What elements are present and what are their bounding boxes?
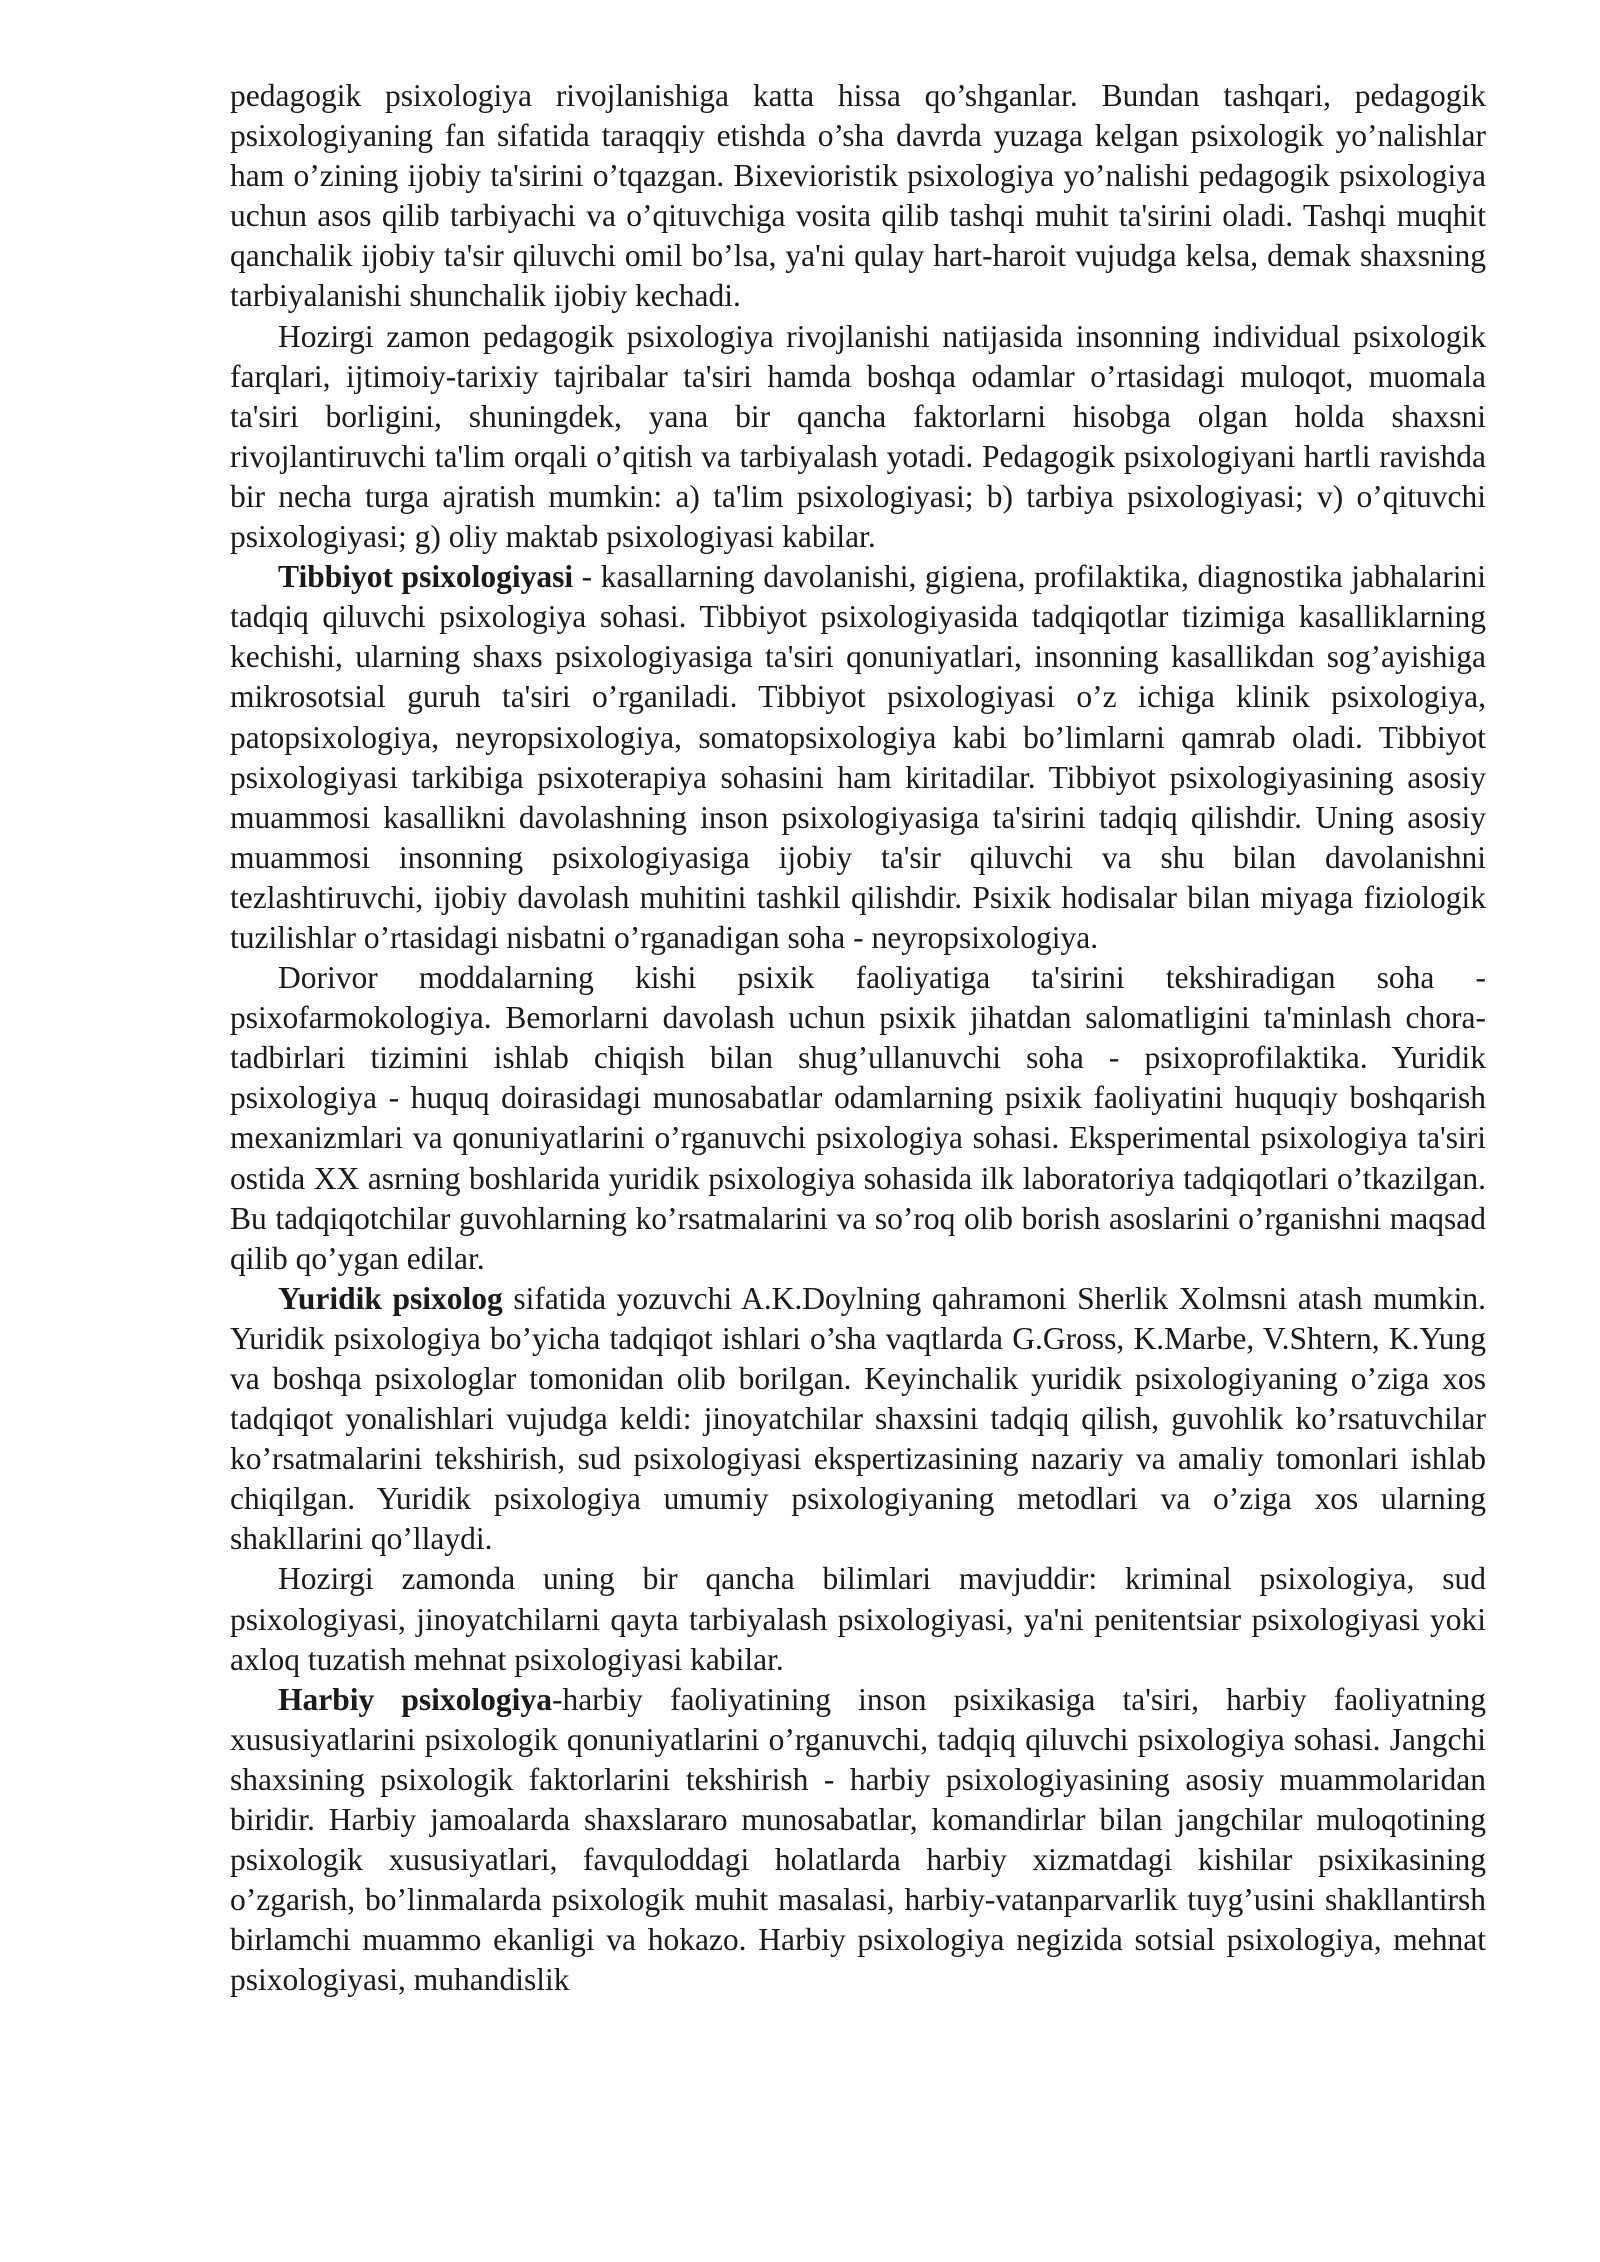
bold-term: Tibbiyot psixologiyasi [278,559,574,595]
document-page [230,76,1486,2001]
paragraph-dorivor [230,958,1486,1279]
paragraph-text: Hozirgi zamon pedagogik psixologiya rivojlanishi natijasida insonning individual psixologik farqlari, ijtimoiy-tarixiy tajribalar ta'siri hamda boshqa odamlar o’rtasidagi muloqot, muomala ta'siri borligini, shuningdek, yana bir qancha faktorlarni hisobga olgan holda shaxsni rivojlantiruvchi ta'lim orqali o’qitish va tarbiyalash yotadi. Pedagogik psixologiyani hartli ravishda bir necha turga ajratish mumkin: a) ta'lim psixologiyasi; b) tarbiya psixologiyasi; v) o’qituvchi psixologiyasi; g) oliy maktab psixologiyasi kabilar. [230,318,1486,555]
bold-term: Harbiy psixologiya [278,1681,552,1717]
paragraph-text: Hozirgi zamonda uning bir qancha bilimlari mavjuddir: kriminal psixologiya, sud psixologiyasi, jinoyatchilarni qayta tarbiyalash psixologiyasi, ya'ni penitentsiar psixologiyasi yoki axloq tuzatish mehnat psixologiyasi kabilar. [230,1561,1486,1677]
bold-term: Yuridik psixolog [278,1280,503,1316]
paragraph-yuridik [230,1279,1486,1560]
paragraph-text: -harbiy faoliyatining inson psixikasiga ta'siri, harbiy faoliyatning xususiyatlarini psixologik qonuniyatlarini o’rganuvchi, tadqiq qiluvchi psixologiya sohasi. Jangchi shaxsining psixologik faktorlarini tekshirish - harbiy psixologiyasining asosiy muammolaridan biridir. Harbiy jamoalarda shaxslararo munosabatlar, komandirlar bilan jangchilar muloqotining psixologik xususiyatlari, favquloddagi holatlarda harbiy xizmatdagi kishilar psixikasining o’zgarish, bo’linmalarda psixologik muhit masalasi, harbiy-vatanparvarlik tuyg’usini shakllantirsh birlamchi muammo ekanligi va hokazo. Harbiy psixologiya negizida sotsial psixologiya, mehnat psixologiyasi, muhandislik [230,1681,1486,1998]
paragraph-tibbiyot [230,557,1486,958]
paragraph-text: - kasallarning davolanishi, gigiena, profilaktika, diagnostika jabhalarini tadqiq qiluvchi psixologiya sohasi. Tibbiyot psixologiyasida tadqiqotlar tizimiga kasalliklarning kechishi, ularning shaxs psixologiyasiga ta'siri qonuniyatlari, insonning kasallikdan sog’ayishiga mikrosotsial guruh ta'siri o’rganiladi. Tibbiyot psixologiyasi o’z ichiga klinik psixologiya, patopsixologiya, neyropsixologiya, somatopsixologiya kabi bo’limlarni qamrab oladi. Tibbiyot psixologiyasi tarkibiga psixoterapiya sohasini ham kiritadilar. Tibbiyot psixologiyasining asosiy muammosi kasallikni davolashning inson psixologiyasiga ta'sirini tadqiq qilishdir. Uning asosiy muammosi insonning psixologiyasiga ijobiy ta'sir qiluvchi va shu bilan davolanishni tezlashtiruvchi, ijobiy davolash muhitini tashkil qilishdir. Psixik hodisalar bilan miyaga fiziologik tuzilishlar o’rtasidagi nisbatni o’rganadigan soha - neyropsixologiya. [230,559,1486,955]
paragraph-text: Dorivor moddalarning kishi psixik faoliyatiga ta'sirini tekshiradigan soha - psixofarmokologiya. Bemorlarni davolash uchun psixik jihatdan salomatligini ta'minlash chora-tadbirlari tizimini ishlab chiqish bilan shug’ullanuvchi soha - psixoprofilaktika. Yuridik psixologiya - huquq doirasidagi munosabatlar odamlarning psixik faoliyatini huquqiy boshqarish mexanizmlari va qonuniyatlarini o’rganuvchi psixologiya sohasi. Eksperimental psixologiya ta'siri ostida XX asrning boshlarida yuridik psixologiya sohasida ilk laboratoriya tadqiqotlari o’tkazilgan. Bu tadqiqotchilar guvohlarning ko’rsatmalarini va so’roq olib borish asoslarini o’rganishni maqsad qilib qo’ygan edilar. [230,960,1486,1276]
paragraph-hozirgi-zamonda [230,1559,1486,1679]
paragraph-pedagogik-continuation [230,76,1486,317]
paragraph-text: sifatida yozuvchi A.K.Doylning qahramoni Sherlik Xolmsni atash mumkin. Yuridik psixologiya bo’yicha tadqiqot ishlari o’sha vaqtlarda G.Gross, K.Marbe, V.Shtern, K.Yung va boshqa psixologlar tomonidan olib borilgan. Keyinchalik yuridik psixologiyaning o’ziga xos tadqiqot yonalishlari vujudga keldi: jinoyatchilar shaxsini tadqiq qilish, guvohlik ko’rsatuvchilar ko’rsatmalarini tekshirish, sud psixologiyasi ekspertizasining nazariy va amaliy tomonlari ishlab chiqilgan. Yuridik psixologiya umumiy psixologiyaning metodlari va o’ziga xos ularning shakllarini qo’llaydi. [230,1280,1486,1557]
paragraph-harbiy [230,1680,1486,2001]
paragraph-text: pedagogik psixologiya rivojlanishiga katta hissa qo’shganlar. Bundan tashqari, pedagogik psixologiyaning fan sifatida taraqqiy etishda o’sha davrda yuzaga kelgan psixologik yo’nalishlar ham o’zining ijobiy ta'sirini o’tqazgan. Bixevioristik psixologiya yo’nalishi pedagogik psixologiya uchun asos qilib tarbiyachi va o’qituvchiga vosita qilib tashqi muhit ta'sirini oladi. Tashqi muqhit qanchalik ijobiy ta'sir qiluvchi omil bo’lsa, ya'ni qulay hart-haroit vujudga kelsa, demak shaxsning tarbiyalanishi shunchalik ijobiy kechadi. [230,78,1486,314]
paragraph-hozirgi-zamon [230,317,1486,558]
